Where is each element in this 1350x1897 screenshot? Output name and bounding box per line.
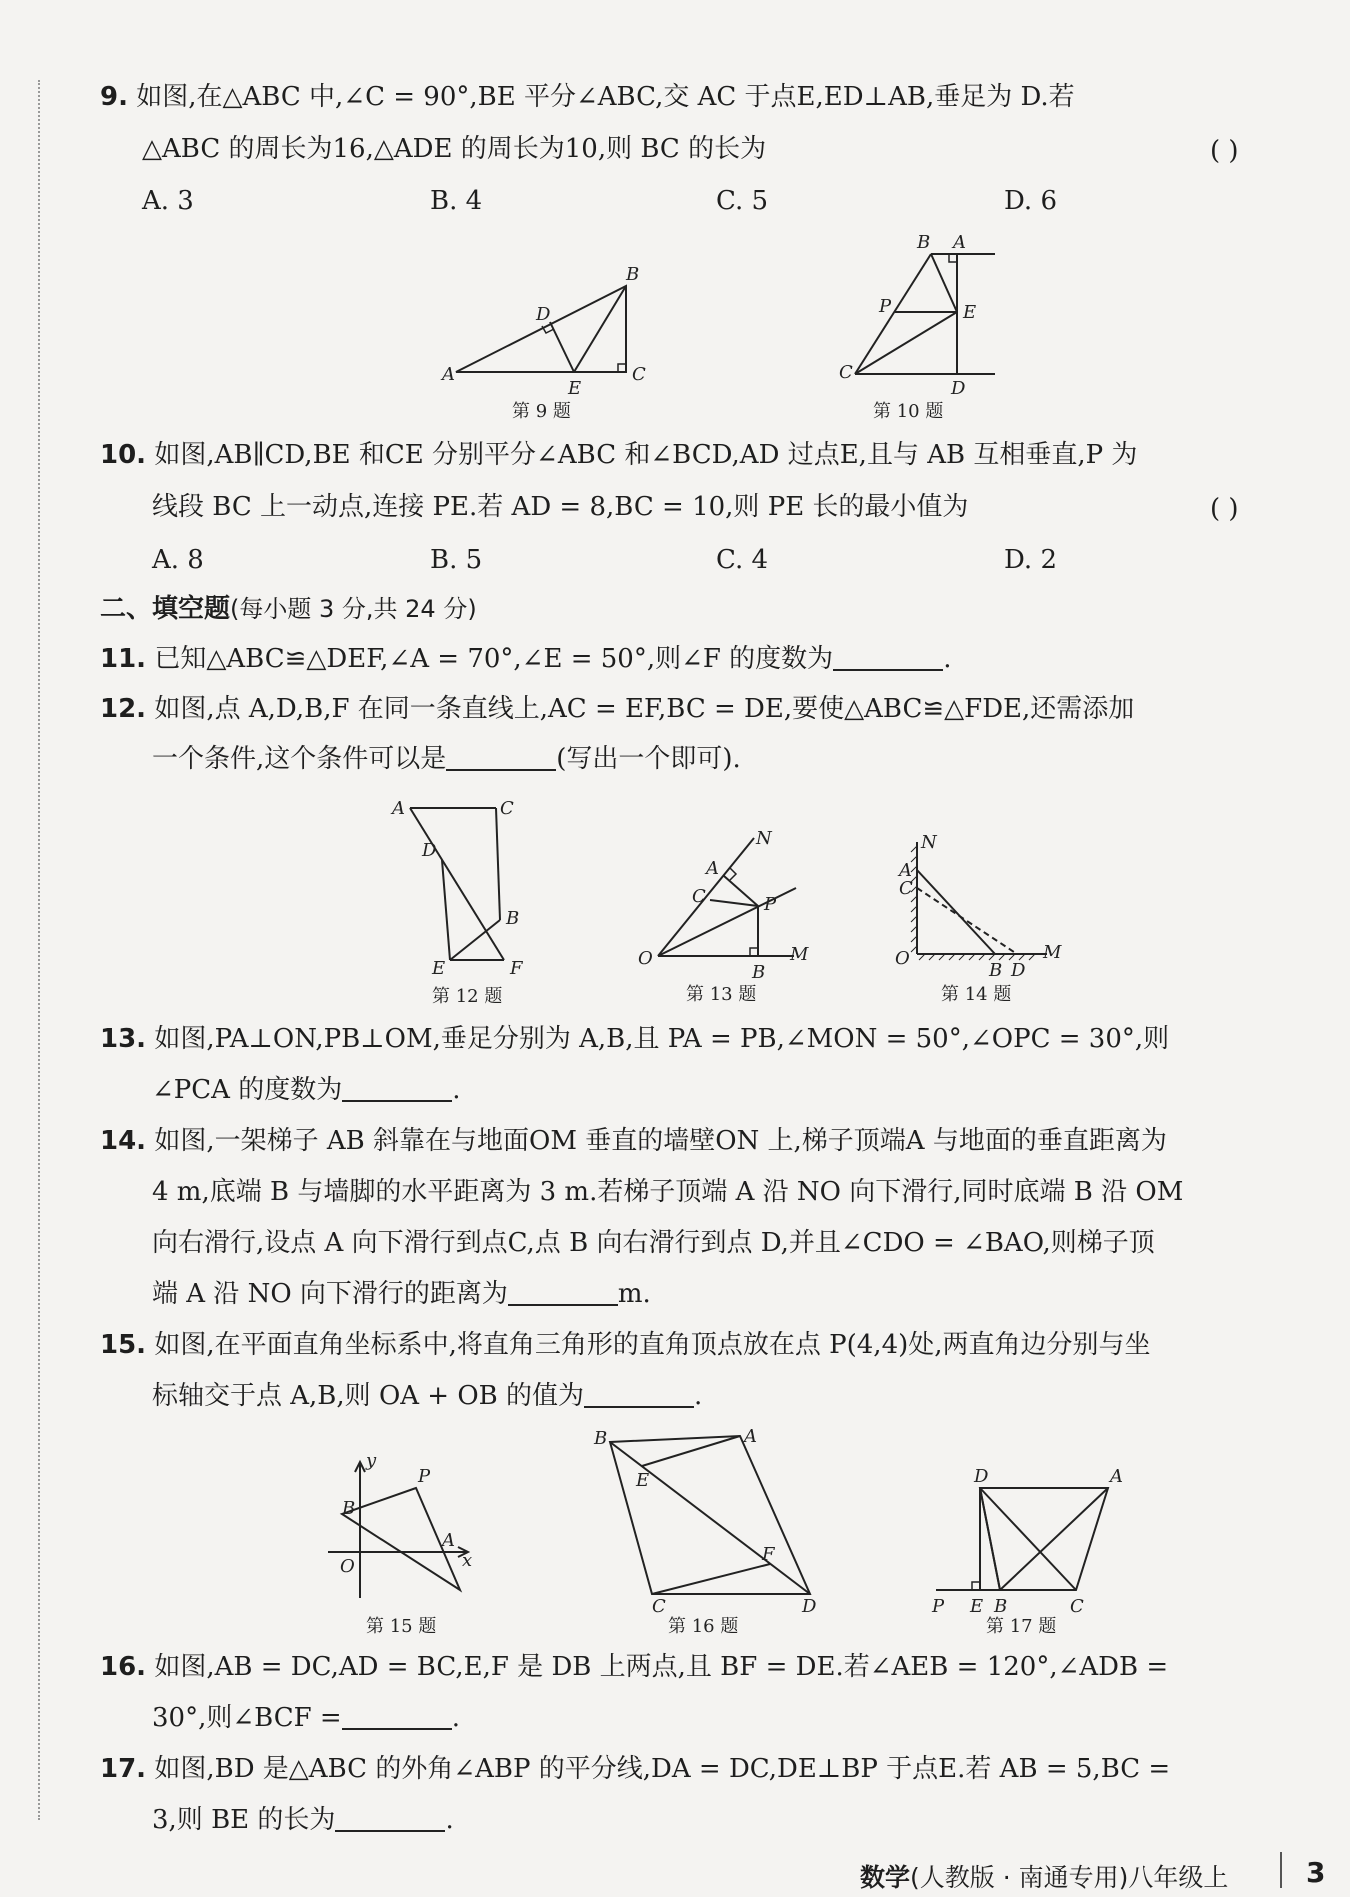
q9-number: 9. — [100, 82, 128, 112]
fig12-segment-cb — [496, 808, 500, 920]
page-number: 3 — [1306, 1856, 1326, 1889]
q16-number: 16. — [100, 1652, 147, 1682]
fig10-label-e: E — [963, 302, 977, 323]
footer-edition: (人教版 · 南通专用)八年级上 — [910, 1863, 1229, 1892]
fig9-right-angle-c — [618, 364, 626, 372]
q9-line1 — [100, 84, 1075, 110]
q12-text-2: 一个条件,这个条件可以是 — [152, 744, 447, 774]
fig13-label-b: B — [752, 962, 766, 983]
q14-text-1: 如图,一架梯子 AB 斜靠在与地面OM 垂直的墙壁ON 上,梯子顶端A 与地面的垂直距离为 — [154, 1126, 1167, 1156]
fig10-caption: 第 10 题 — [873, 401, 944, 422]
fig15-caption: 第 15 题 — [366, 1616, 437, 1637]
section-note: (每小题 3 分,共 24 分) — [230, 595, 477, 623]
fig13-label-m: M — [790, 944, 809, 965]
fig12-caption: 第 12 题 — [432, 986, 503, 1007]
q10-line1 — [100, 442, 1137, 468]
footer-subject: 数学 — [860, 1863, 911, 1892]
q10-number: 10. — [100, 440, 147, 470]
q12-text-3: (写出一个即可). — [556, 744, 741, 774]
section-title: 二、填空题 — [100, 594, 231, 624]
figure-17 — [920, 1466, 1140, 1638]
q15-number: 15. — [100, 1330, 147, 1360]
q10-text-1: 如图,AB∥CD,BE 和CE 分别平分∠ABC 和∠BCD,AD 过点E,且与 AB 互相垂直,P 为 — [154, 440, 1138, 470]
fig13-label-n: N — [756, 828, 772, 849]
fig12-label-d: D — [422, 840, 437, 861]
fig15-label-y: y — [366, 1450, 377, 1471]
fig10-label-a: A — [953, 232, 966, 253]
fig12-label-e: E — [432, 958, 446, 979]
q13-line1 — [100, 1026, 1169, 1052]
fig13-right-angle-a — [730, 868, 736, 880]
q16-line1 — [100, 1654, 1168, 1680]
q15-text-3: . — [694, 1381, 703, 1411]
figure-9 — [440, 262, 660, 422]
q13-text-2: ∠PCA 的度数为 — [152, 1075, 343, 1105]
q9-option-c: C. 5 — [716, 186, 769, 216]
fig16-diagonal-bd — [610, 1442, 810, 1594]
q12-text-1: 如图,点 A,D,B,F 在同一条直线上,AC = EF,BC = DE,要使△ABC≌△FDE,还需添加 — [154, 694, 1135, 724]
q14-line1 — [100, 1128, 1167, 1154]
fig12-label-f: F — [510, 958, 523, 979]
q10-line2: 线段 BC 上一动点,连接 PE.若 AD = 8,BC = 10,则 PE 长的最小值为 — [152, 492, 969, 522]
fig12-line-adbf — [410, 808, 504, 960]
fig14-label-a: A — [899, 860, 912, 881]
q13-answer-blank[interactable] — [342, 1078, 452, 1102]
q10-answer-paren: ( ) — [1210, 494, 1239, 524]
fig16-label-d: D — [802, 1596, 817, 1617]
q11-number: 11. — [100, 644, 147, 674]
q14-line2: 4 m,底端 B 与墙脚的水平距离为 3 m.若梯子顶端 A 沿 NO 向下滑行,同时底端 B 沿 OM — [152, 1177, 1184, 1207]
fig17-label-e: E — [970, 1596, 984, 1617]
q12-line2 — [152, 746, 741, 772]
fig17-label-p: P — [932, 1596, 945, 1617]
q15-answer-blank[interactable] — [584, 1384, 694, 1408]
fig13-right-angle-b — [750, 948, 758, 956]
q13-text-3: . — [452, 1075, 461, 1105]
q9-line2: △ABC 的周长为16,△ADE 的周长为10,则 BC 的长为 — [142, 134, 767, 164]
q15-line2 — [152, 1383, 702, 1409]
fig15-label-o: O — [340, 1556, 355, 1577]
q16-text-2: 30°,则∠BCF = — [152, 1703, 342, 1733]
fig9-label-e: E — [568, 378, 582, 399]
fig17-right-angle-e — [972, 1582, 980, 1590]
fig17-quadrilateral — [980, 1488, 1108, 1590]
q12-line1 — [100, 696, 1134, 722]
binding-margin-line — [38, 80, 40, 1820]
fig14-label-b: B — [989, 960, 1003, 981]
q15-text-2: 标轴交于点 A,B,则 OA + OB 的值为 — [152, 1381, 585, 1411]
fig12-label-c: C — [500, 798, 514, 819]
q14-number: 14. — [100, 1126, 147, 1156]
fig13-label-c: C — [692, 886, 706, 907]
fig14-label-o: O — [895, 948, 910, 969]
q16-text-1: 如图,AB = DC,AD = BC,E,F 是 DB 上两点,且 BF = DE.若∠AEB = 120°,∠ADB = — [154, 1652, 1169, 1682]
q14-text-5: m. — [617, 1279, 651, 1309]
q9-answer-paren: ( ) — [1210, 136, 1239, 166]
fig14-label-c: C — [899, 878, 913, 899]
fig16-label-b: B — [594, 1428, 608, 1449]
fig15-label-x: x — [462, 1550, 473, 1571]
fig17-label-c: C — [1070, 1596, 1084, 1617]
fig10-label-c: C — [839, 362, 853, 383]
q17-number: 17. — [100, 1754, 147, 1784]
q17-text-1: 如图,BD 是△ABC 的外角∠ABP 的平分线,DA = DC,DE⊥BP 于点E.若 AB = 5,BC = — [154, 1754, 1171, 1784]
q14-line3: 向右滑行,设点 A 向下滑行到点C,点 B 向右滑行到点 D,并且∠CDO = ∠BAO,则梯子顶 — [152, 1228, 1155, 1258]
q11-text: 已知△ABC≌△DEF,∠A = 70°,∠E = 50°,则∠F 的度数为 — [154, 644, 834, 674]
fig17-caption: 第 17 题 — [986, 1616, 1057, 1637]
q15-line1 — [100, 1332, 1151, 1358]
figure-10 — [815, 232, 1015, 422]
q13-number: 13. — [100, 1024, 147, 1054]
fig10-label-d: D — [951, 378, 966, 399]
fig17-label-b: B — [994, 1596, 1008, 1617]
q9-option-d: D. 6 — [1004, 186, 1057, 216]
fig16-caption: 第 16 题 — [668, 1616, 739, 1637]
fig13-ray-on — [658, 838, 754, 956]
fig15-label-p: P — [418, 1466, 431, 1487]
fig14-label-m: M — [1043, 942, 1062, 963]
q13-line2 — [152, 1077, 460, 1103]
fig17-label-a: A — [1110, 1466, 1123, 1487]
q9-option-a: A. 3 — [142, 186, 194, 216]
q10-option-d: D. 2 — [1004, 545, 1057, 575]
q16-answer-blank[interactable] — [342, 1706, 452, 1730]
q16-text-3: . — [451, 1703, 460, 1733]
q17-line2 — [152, 1807, 454, 1833]
section-fill-in-heading — [100, 596, 477, 622]
figure-14 — [885, 826, 1075, 1006]
fig12-label-b: B — [506, 908, 520, 929]
page-footer — [860, 1858, 1228, 1894]
fig17-segment-dc — [980, 1488, 1076, 1590]
q10-option-b: B. 5 — [430, 545, 483, 575]
q17-text-2: 3,则 BE 的长为 — [152, 1805, 336, 1835]
fig16-label-a: A — [744, 1426, 757, 1447]
figure-13 — [630, 818, 820, 1008]
fig14-caption: 第 14 题 — [941, 984, 1012, 1005]
fig17-segment-db — [980, 1488, 1000, 1590]
q15-text-1: 如图,在平面直角坐标系中,将直角三角形的直角顶点放在点 P(4,4)处,两直角边分别与坐 — [154, 1330, 1151, 1360]
fig13-label-a: A — [706, 858, 719, 879]
fig16-label-f: F — [762, 1544, 775, 1565]
q12-answer-blank[interactable] — [446, 747, 556, 771]
fig9-label-b: B — [626, 264, 640, 285]
q16-line2 — [152, 1705, 460, 1731]
q12-number: 12. — [100, 694, 147, 724]
fig9-label-d: D — [536, 304, 551, 325]
fig14-ladder-ab — [917, 870, 995, 954]
fig9-label-a: A — [442, 364, 455, 385]
figure-16 — [590, 1428, 830, 1638]
figure-15 — [320, 1448, 480, 1638]
q17-text-3: . — [445, 1805, 454, 1835]
q10-option-c: C. 4 — [716, 545, 769, 575]
q11-line — [100, 646, 951, 672]
fig14-ladder-cd — [917, 888, 1017, 954]
fig15-label-a: A — [442, 1530, 455, 1551]
fig9-label-c: C — [632, 364, 646, 385]
fig12-segment-de — [442, 860, 450, 960]
fig16-label-e: E — [636, 1470, 650, 1491]
q14-answer-blank[interactable] — [508, 1282, 618, 1306]
q11-text-end: . — [943, 644, 952, 674]
q9-text-1: 如图,在△ABC 中,∠C = 90°,BE 平分∠ABC,交 AC 于点E,ED⊥AB,垂足为 D.若 — [136, 82, 1075, 112]
fig14-label-n: N — [921, 832, 937, 853]
q14-text-4: 端 A 沿 NO 向下滑行的距离为 — [152, 1279, 508, 1309]
fig13-label-p: P — [764, 894, 777, 915]
fig9-caption: 第 9 题 — [512, 401, 571, 422]
fig10-label-p: P — [879, 296, 892, 317]
q14-line4 — [152, 1281, 651, 1307]
fig10-right-angle-a — [949, 254, 957, 262]
fig17-label-d: D — [974, 1466, 989, 1487]
fig10-segment-ce — [855, 312, 957, 374]
q9-option-b: B. 4 — [430, 186, 483, 216]
fig10-label-b: B — [917, 232, 931, 253]
footer-divider — [1280, 1852, 1282, 1888]
fig12-label-a: A — [392, 798, 405, 819]
q17-line1 — [100, 1756, 1170, 1782]
q10-option-a: A. 8 — [152, 545, 204, 575]
q11-answer-blank[interactable] — [833, 647, 943, 671]
fig16-label-c: C — [652, 1596, 666, 1617]
fig13-caption: 第 13 题 — [686, 984, 757, 1005]
fig10-segment-bc — [855, 254, 931, 374]
fig16-segment-cf — [652, 1564, 770, 1594]
fig14-label-d: D — [1011, 960, 1026, 981]
q17-answer-blank[interactable] — [335, 1808, 445, 1832]
fig15-label-b: B — [342, 1498, 356, 1519]
fig13-label-o: O — [638, 948, 653, 969]
q13-text-1: 如图,PA⊥ON,PB⊥OM,垂足分别为 A,B,且 PA = PB,∠MON = 50°,∠OPC = 30°,则 — [154, 1024, 1170, 1054]
figure-12 — [380, 790, 560, 1010]
